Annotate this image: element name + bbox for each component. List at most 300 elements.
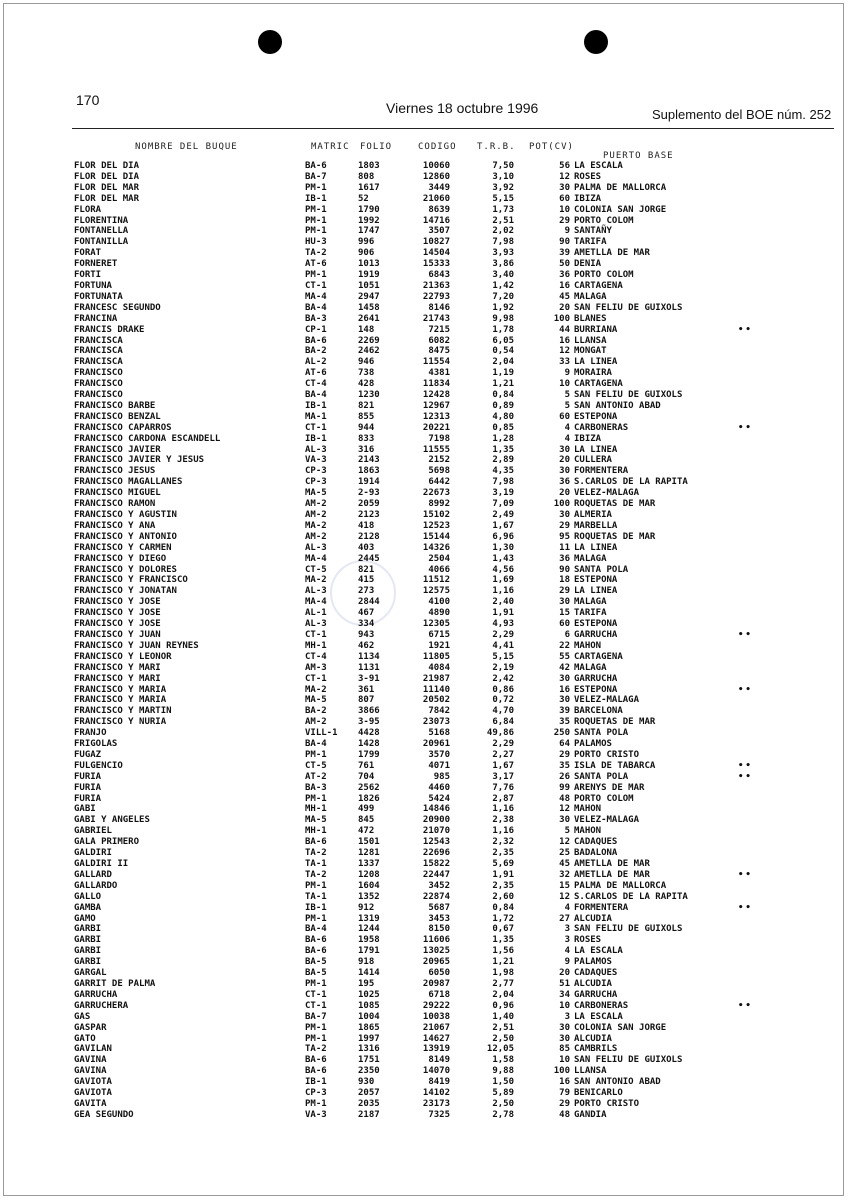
table-row	[0, 750, 849, 761]
puerto-base-cell: TARIFA	[574, 608, 607, 619]
folio-cell: 944	[358, 422, 375, 433]
vessel-name-cell: FLOR DEL MAR	[74, 182, 140, 193]
codigo-cell: 4100	[428, 597, 450, 608]
potencia-cell: 30	[559, 597, 570, 608]
potencia-cell: 30	[559, 815, 570, 826]
vessel-name-cell: FLOR DEL MAR	[74, 193, 140, 204]
matricula-cell: AL-3	[305, 542, 327, 553]
puerto-base-cell: MALAGA	[574, 662, 607, 673]
potencia-cell: 56	[559, 161, 570, 171]
puerto-base-cell: AMETLLA DE MAR	[574, 869, 650, 880]
table-row	[0, 761, 849, 772]
vessel-name-cell: GABI	[74, 804, 96, 815]
puerto-base-cell: ALCUDIA	[574, 978, 612, 989]
codigo-cell: 22696	[422, 848, 450, 859]
potencia-cell: 16	[559, 1077, 570, 1088]
folio-cell: 3-95	[358, 717, 380, 728]
matricula-cell: CT-4	[305, 379, 327, 390]
puerto-base-cell: CADAQUES	[574, 837, 618, 848]
vessel-name-cell: FRANCISCO JAVIER	[74, 444, 161, 455]
vessel-name-cell: FORTUNATA	[74, 291, 123, 302]
codigo-cell: 4460	[428, 782, 450, 793]
trb-cell: 1,78	[492, 324, 514, 335]
potencia-cell: 12	[559, 891, 570, 902]
puerto-base-cell: MALAGA	[574, 553, 607, 564]
vessel-name-cell: FRANCISCA	[74, 357, 123, 368]
folio-cell: 912	[358, 902, 375, 913]
folio-cell: 821	[358, 564, 375, 575]
puerto-base-cell: MORAIRA	[574, 368, 612, 379]
potencia-cell: 36	[559, 477, 570, 488]
codigo-cell: 4381	[428, 368, 450, 379]
table-row	[0, 259, 849, 270]
codigo-cell: 6718	[428, 989, 450, 1000]
vessel-name-cell: FRANCISCO	[74, 390, 123, 401]
matricula-cell: MA-2	[305, 684, 327, 695]
matricula-cell: VA-3	[305, 455, 327, 466]
puerto-base-cell: CARTAGENA	[574, 280, 623, 291]
matricula-cell: BA-3	[305, 782, 327, 793]
trb-cell: 1,16	[492, 804, 514, 815]
vessel-name-cell: GAVIOTA	[74, 1088, 112, 1099]
potencia-cell: 95	[559, 531, 570, 542]
codigo-cell: 12860	[422, 171, 450, 182]
codigo-cell: 3453	[428, 913, 450, 924]
matricula-cell: HU-3	[305, 237, 327, 248]
folio-cell: 946	[358, 357, 375, 368]
vessel-name-cell: GARBI	[74, 946, 102, 957]
potencia-cell: 3	[564, 935, 570, 946]
vessel-name-cell: FRANCISCO Y LEONOR	[74, 651, 172, 662]
table-row	[0, 510, 849, 521]
folio-cell: 3866	[358, 706, 380, 717]
folio-cell: 1428	[358, 739, 380, 750]
codigo-cell: 10827	[422, 237, 450, 248]
trb-cell: 7,09	[492, 499, 514, 510]
trb-cell: 2,77	[492, 978, 514, 989]
potencia-cell: 45	[559, 291, 570, 302]
vessel-name-cell: FULGENCIO	[74, 760, 123, 771]
puerto-base-cell: MALAGA	[574, 291, 607, 302]
matricula-cell: CP-1	[305, 324, 327, 335]
folio-cell: 462	[358, 640, 375, 651]
marker-cell: ••	[738, 684, 753, 695]
table-row	[0, 652, 849, 663]
codigo-cell: 5424	[428, 793, 450, 804]
folio-cell: 1751	[358, 1055, 380, 1066]
codigo-cell: 12305	[422, 619, 450, 630]
vessel-name-cell: FRANCISCO Y JOSE	[74, 608, 161, 619]
codigo-cell: 23173	[422, 1098, 450, 1109]
matricula-cell: VA-3	[305, 1109, 327, 1120]
codigo-cell: 23073	[422, 717, 450, 728]
codigo-cell: 11555	[422, 444, 450, 455]
trb-cell: 2,04	[492, 357, 514, 368]
folio-cell: 918	[358, 957, 375, 968]
potencia-cell: 42	[559, 662, 570, 673]
table-row	[0, 881, 849, 892]
codigo-cell: 4890	[428, 608, 450, 619]
table-row	[0, 455, 849, 466]
matricula-cell: CT-1	[305, 280, 327, 291]
codigo-cell: 6082	[428, 335, 450, 346]
folio-cell: 2035	[358, 1098, 380, 1109]
folio-cell: 1803	[358, 161, 380, 171]
folio-cell: 1414	[358, 968, 380, 979]
puerto-base-cell: GARRUCHA	[574, 629, 618, 640]
potencia-cell: 15	[559, 608, 570, 619]
column-header-folio: FOLIO	[360, 142, 393, 152]
table-row	[0, 161, 849, 172]
matricula-cell: PM-1	[305, 1033, 327, 1044]
folio-cell: 1085	[358, 1000, 380, 1011]
trb-cell: 2,29	[492, 739, 514, 750]
puerto-base-cell: MALAGA	[574, 597, 607, 608]
matricula-cell: BA-6	[305, 161, 327, 171]
potencia-cell: 36	[559, 270, 570, 281]
puerto-base-cell: PORTO COLOM	[574, 793, 634, 804]
potencia-cell: 30	[559, 466, 570, 477]
potencia-cell: 85	[559, 1044, 570, 1055]
folio-cell: 1919	[358, 270, 380, 281]
trb-cell: 4,80	[492, 411, 514, 422]
trb-cell: 9,98	[492, 313, 514, 324]
table-row	[0, 248, 849, 259]
potencia-cell: 64	[559, 739, 570, 750]
matricula-cell: AT-6	[305, 368, 327, 379]
table-row	[0, 674, 849, 685]
folio-cell: 1208	[358, 869, 380, 880]
potencia-cell: 30	[559, 1022, 570, 1033]
matricula-cell: CT-5	[305, 564, 327, 575]
vessel-name-cell: FRANCESC SEGUNDO	[74, 302, 161, 313]
potencia-cell: 25	[559, 848, 570, 859]
potencia-cell: 60	[559, 411, 570, 422]
trb-cell: 7,98	[492, 237, 514, 248]
potencia-cell: 16	[559, 335, 570, 346]
table-row	[0, 990, 849, 1001]
vessel-table	[0, 161, 849, 1121]
table-row	[0, 303, 849, 314]
vessel-name-cell: GALLARD	[74, 869, 112, 880]
trb-cell: 4,35	[492, 466, 514, 477]
trb-cell: 1,98	[492, 968, 514, 979]
table-row	[0, 837, 849, 848]
potencia-cell: 29	[559, 520, 570, 531]
potencia-cell: 26	[559, 771, 570, 782]
table-row	[0, 554, 849, 565]
potencia-cell: 12	[559, 171, 570, 182]
vessel-name-cell: GAVINA	[74, 1055, 107, 1066]
table-row	[0, 466, 849, 477]
vessel-name-cell: FRANCISCO Y ANA	[74, 520, 156, 531]
matricula-cell: AL-1	[305, 608, 327, 619]
potencia-cell: 10	[559, 379, 570, 390]
table-row	[0, 445, 849, 456]
codigo-cell: 7325	[428, 1109, 450, 1120]
table-row	[0, 739, 849, 750]
table-row	[0, 706, 849, 717]
codigo-cell: 20987	[422, 978, 450, 989]
trb-cell: 6,96	[492, 531, 514, 542]
potencia-cell: 29	[559, 586, 570, 597]
potencia-cell: 20	[559, 302, 570, 313]
puerto-base-cell: ROSES	[574, 935, 602, 946]
marker-cell: ••	[738, 869, 753, 880]
trb-cell: 0,54	[492, 346, 514, 357]
puerto-base-cell: CAMBRILS	[574, 1044, 618, 1055]
matricula-cell: IB-1	[305, 1077, 327, 1088]
matricula-cell: TA-1	[305, 891, 327, 902]
table-row	[0, 815, 849, 826]
vessel-name-cell: GAVILAN	[74, 1044, 112, 1055]
codigo-cell: 12523	[422, 520, 450, 531]
trb-cell: 2,27	[492, 749, 514, 760]
codigo-cell: 20965	[422, 957, 450, 968]
table-row	[0, 804, 849, 815]
trb-cell: 1,28	[492, 433, 514, 444]
puerto-base-cell: LA ESCALA	[574, 1011, 623, 1022]
codigo-cell: 6442	[428, 477, 450, 488]
matricula-cell: AM-2	[305, 499, 327, 510]
trb-cell: 6,84	[492, 717, 514, 728]
table-row	[0, 903, 849, 914]
puerto-base-cell: ALCUDIA	[574, 913, 612, 924]
vessel-name-cell: GAVINA	[74, 1066, 107, 1077]
trb-cell: 3,17	[492, 771, 514, 782]
folio-cell: 361	[358, 684, 375, 695]
table-row	[0, 848, 849, 859]
table-row	[0, 565, 849, 576]
folio-cell: 2143	[358, 455, 380, 466]
puerto-base-cell: PALMA DE MALLORCA	[574, 182, 667, 193]
puerto-base-cell: SAN FELIU DE GUIXOLS	[574, 924, 683, 935]
matricula-cell: AL-3	[305, 586, 327, 597]
vessel-name-cell: FLORENTINA	[74, 215, 129, 226]
trb-cell: 1,56	[492, 946, 514, 957]
table-row	[0, 1012, 849, 1023]
potencia-cell: 30	[559, 1033, 570, 1044]
trb-cell: 3,86	[492, 259, 514, 270]
codigo-cell: 8419	[428, 1077, 450, 1088]
codigo-cell: 13025	[422, 946, 450, 957]
trb-cell: 2,89	[492, 455, 514, 466]
codigo-cell: 8639	[428, 204, 450, 215]
potencia-cell: 20	[559, 488, 570, 499]
folio-cell: 2445	[358, 553, 380, 564]
trb-cell: 1,91	[492, 869, 514, 880]
folio-cell: 148	[358, 324, 375, 335]
table-row	[0, 586, 849, 597]
vessel-name-cell: FRANCISCO MAGALLANES	[74, 477, 183, 488]
vessel-name-cell: GATO	[74, 1033, 96, 1044]
potencia-cell: 12	[559, 804, 570, 815]
vessel-name-cell: FRANCISCO MIGUEL	[74, 488, 161, 499]
codigo-cell: 3452	[428, 880, 450, 891]
matricula-cell: MH-1	[305, 826, 327, 837]
potencia-cell: 18	[559, 575, 570, 586]
table-row	[0, 194, 849, 205]
trb-cell: 7,98	[492, 477, 514, 488]
puerto-base-cell: ALMERIA	[574, 510, 612, 520]
potencia-cell: 33	[559, 357, 570, 368]
folio-cell: 1791	[358, 946, 380, 957]
folio-cell: 1051	[358, 280, 380, 291]
vessel-name-cell: GABRIEL	[74, 826, 112, 837]
potencia-cell: 90	[559, 237, 570, 248]
table-row	[0, 1077, 849, 1088]
table-row	[0, 237, 849, 248]
matricula-cell: MA-4	[305, 597, 327, 608]
potencia-cell: 30	[559, 444, 570, 455]
table-row	[0, 1066, 849, 1077]
table-row	[0, 401, 849, 412]
potencia-cell: 10	[559, 204, 570, 215]
folio-cell: 1914	[358, 477, 380, 488]
puerto-base-cell: LA LINEA	[574, 357, 618, 368]
codigo-cell: 12313	[422, 411, 450, 422]
codigo-cell: 15822	[422, 859, 450, 869]
codigo-cell: 12967	[422, 400, 450, 411]
vessel-name-cell: GARRIT DE PALMA	[74, 978, 156, 989]
potencia-cell: 9	[564, 226, 570, 237]
table-row	[0, 695, 849, 706]
codigo-cell: 13919	[422, 1044, 450, 1055]
trb-cell: 0,84	[492, 390, 514, 401]
matricula-cell: BA-6	[305, 946, 327, 957]
vessel-name-cell: FRANCISCO Y JONATAN	[74, 586, 177, 597]
potencia-cell: 39	[559, 706, 570, 717]
folio-cell: 1131	[358, 662, 380, 673]
matricula-cell: CT-1	[305, 673, 327, 684]
table-row	[0, 946, 849, 957]
codigo-cell: 14846	[422, 804, 450, 815]
vessel-name-cell: FRANCISCO Y MARI	[74, 673, 161, 684]
folio-cell: 1997	[358, 1033, 380, 1044]
puerto-base-cell: LA LINEA	[574, 444, 618, 455]
folio-cell: 1826	[358, 793, 380, 804]
matricula-cell: IB-1	[305, 433, 327, 444]
table-row	[0, 390, 849, 401]
folio-cell: 273	[358, 586, 375, 597]
marker-cell: ••	[738, 422, 753, 433]
table-row	[0, 543, 849, 554]
folio-cell: 1790	[358, 204, 380, 215]
potencia-cell: 90	[559, 564, 570, 575]
folio-cell: 807	[358, 695, 375, 706]
vessel-name-cell: FRANCISCO Y JUAN REYNES	[74, 640, 199, 651]
vessel-name-cell: FUGAZ	[74, 749, 102, 760]
trb-cell: 4,41	[492, 640, 514, 651]
codigo-cell: 11834	[422, 379, 450, 390]
matricula-cell: BA-5	[305, 968, 327, 979]
matricula-cell: TA-2	[305, 248, 327, 259]
table-row	[0, 641, 849, 652]
potencia-cell: 100	[553, 1066, 570, 1077]
page-number: 170	[76, 92, 100, 108]
folio-cell: 1337	[358, 859, 380, 869]
vessel-name-cell: FRANCISCO RAMON	[74, 499, 156, 510]
codigo-cell: 21363	[422, 280, 450, 291]
trb-cell: 2,35	[492, 848, 514, 859]
puerto-base-cell: PORTO COLOM	[574, 270, 634, 281]
folio-cell: 2187	[358, 1109, 380, 1120]
matricula-cell: MA-1	[305, 411, 327, 422]
vessel-name-cell: FRANCISCO BARBE	[74, 400, 156, 411]
vessel-name-cell: FRANCISCO	[74, 379, 123, 390]
vessel-name-cell: FRANCISCA	[74, 346, 123, 357]
matricula-cell: MH-1	[305, 804, 327, 815]
column-header-codigo: CODIGO	[418, 142, 457, 152]
trb-cell: 2,02	[492, 226, 514, 237]
vessel-name-cell: FRANCISCO Y AGUSTIN	[74, 510, 177, 520]
puerto-base-cell: PALAMOS	[574, 739, 612, 750]
trb-cell: 4,56	[492, 564, 514, 575]
folio-cell: 403	[358, 542, 375, 553]
puerto-base-cell: SAN FELIU DE GUIXOLS	[574, 390, 683, 401]
folio-cell: 472	[358, 826, 375, 837]
folio-cell: 1316	[358, 1044, 380, 1055]
folio-cell: 943	[358, 629, 375, 640]
table-row	[0, 914, 849, 925]
column-header-matric: MATRIC	[311, 142, 350, 152]
folio-cell: 1352	[358, 891, 380, 902]
table-row	[0, 488, 849, 499]
folio-cell: 499	[358, 804, 375, 815]
table-row	[0, 870, 849, 881]
trb-cell: 6,05	[492, 335, 514, 346]
trb-cell: 2,40	[492, 597, 514, 608]
puerto-base-cell: SAN ANTONIO ABAD	[574, 400, 661, 411]
vessel-name-cell: FRANCISCO CAPARROS	[74, 422, 172, 433]
codigo-cell: 22673	[422, 488, 450, 499]
vessel-name-cell: GARRUCHA	[74, 989, 118, 1000]
vessel-name-cell: GARBI	[74, 935, 102, 946]
vessel-name-cell: FRANCISCO Y FRANCISCO	[74, 575, 188, 586]
matricula-cell: IB-1	[305, 193, 327, 204]
matricula-cell: CP-3	[305, 466, 327, 477]
codigo-cell: 20502	[422, 695, 450, 706]
potencia-cell: 50	[559, 259, 570, 270]
potencia-cell: 29	[559, 215, 570, 226]
trb-cell: 3,93	[492, 248, 514, 259]
trb-cell: 49,86	[486, 728, 514, 739]
table-row	[0, 532, 849, 543]
puerto-base-cell: BLANES	[574, 313, 607, 324]
codigo-cell: 11512	[422, 575, 450, 586]
potencia-cell: 3	[564, 1011, 570, 1022]
column-header-pot: POT(CV)	[529, 142, 574, 152]
table-row	[0, 314, 849, 325]
trb-cell: 2,35	[492, 880, 514, 891]
matricula-cell: BA-5	[305, 957, 327, 968]
vessel-name-cell: FRIGOLAS	[74, 739, 118, 750]
matricula-cell: PM-1	[305, 215, 327, 226]
vessel-name-cell: FORNERET	[74, 259, 118, 270]
puerto-base-cell: DENIA	[574, 259, 602, 270]
potencia-cell: 16	[559, 684, 570, 695]
codigo-cell: 10038	[422, 1011, 450, 1022]
puerto-base-cell: IBIZA	[574, 433, 602, 444]
codigo-cell: 10060	[422, 161, 450, 171]
puerto-base-cell: ROQUETAS DE MAR	[574, 531, 656, 542]
table-row	[0, 968, 849, 979]
codigo-cell: 20221	[422, 422, 450, 433]
trb-cell: 9,88	[492, 1066, 514, 1077]
potencia-cell: 22	[559, 640, 570, 651]
puerto-base-cell: ISLA DE TABARCA	[574, 760, 656, 771]
puerto-base-cell: MARBELLA	[574, 520, 618, 531]
